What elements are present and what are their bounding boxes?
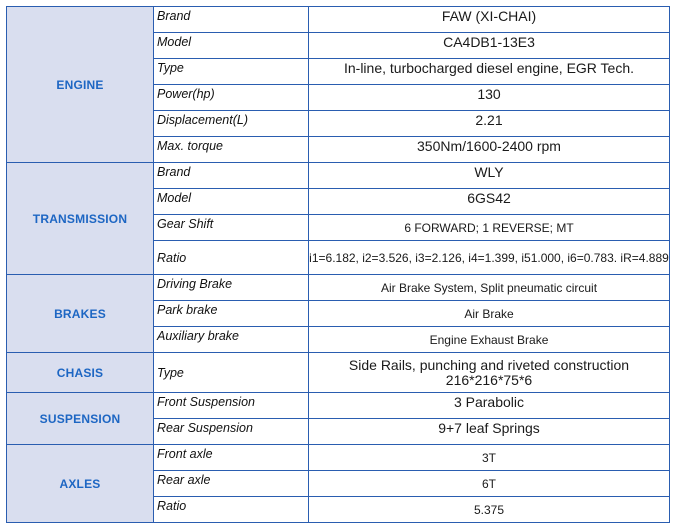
row-value: In-line, turbocharged diesel engine, EGR Tech. [309,59,670,85]
row-value: Air Brake System, Split pneumatic circuit [309,275,670,301]
row-label: Driving Brake [154,275,309,301]
row-value: WLY [309,163,670,189]
row-label: Front Suspension [154,393,309,419]
table-row [7,163,670,189]
row-value: Side Rails, punching and riveted construction 216*216*75*6 [309,353,670,393]
row-label: Model [154,33,309,59]
row-value: 350Nm/1600-2400 rpm [309,137,670,163]
row-value: i1=6.182, i2=3.526, i3=2.126, i4=1.399, i51.000, i6=0.783. iR=4.889 [309,241,670,275]
row-label: Type [154,59,309,85]
category-suspension: SUSPENSION [7,393,154,445]
row-label: Brand [154,163,309,189]
table-row [7,393,670,419]
row-label: Model [154,189,309,215]
row-label: Rear axle [154,471,309,497]
row-value: 6 FORWARD; 1 REVERSE; MT [309,215,670,241]
row-value: 6T [309,471,670,497]
table-row [7,353,670,393]
category-brakes: BRAKES [7,275,154,353]
row-label: Max. torque [154,137,309,163]
row-label: Ratio [154,241,309,275]
table-row [7,445,670,471]
row-value: 6GS42 [309,189,670,215]
row-value: 3 Parabolic [309,393,670,419]
table-row [7,7,670,33]
row-value: FAW (XI-CHAI) [309,7,670,33]
category-axles: AXLES [7,445,154,523]
row-label: Ratio [154,497,309,523]
row-label: Type [154,353,309,393]
row-value: 3T [309,445,670,471]
row-label: Auxiliary brake [154,327,309,353]
row-label: Park brake [154,301,309,327]
table-row [7,275,670,301]
category-engine: ENGINE [7,7,154,163]
category-transmission: TRANSMISSION [7,163,154,275]
row-label: Displacement(L) [154,111,309,137]
row-label: Brand [154,7,309,33]
row-value: 2.21 [309,111,670,137]
row-value: 9+7 leaf Springs [309,419,670,445]
row-label: Power(hp) [154,85,309,111]
row-label: Gear Shift [154,215,309,241]
row-value: CA4DB1-13E3 [309,33,670,59]
category-chasis: CHASIS [7,353,154,393]
row-value: Engine Exhaust Brake [309,327,670,353]
row-value: Air Brake [309,301,670,327]
row-value: 130 [309,85,670,111]
spec-table [6,6,670,523]
row-label: Front axle [154,445,309,471]
row-label: Rear Suspension [154,419,309,445]
row-value: 5.375 [309,497,670,523]
